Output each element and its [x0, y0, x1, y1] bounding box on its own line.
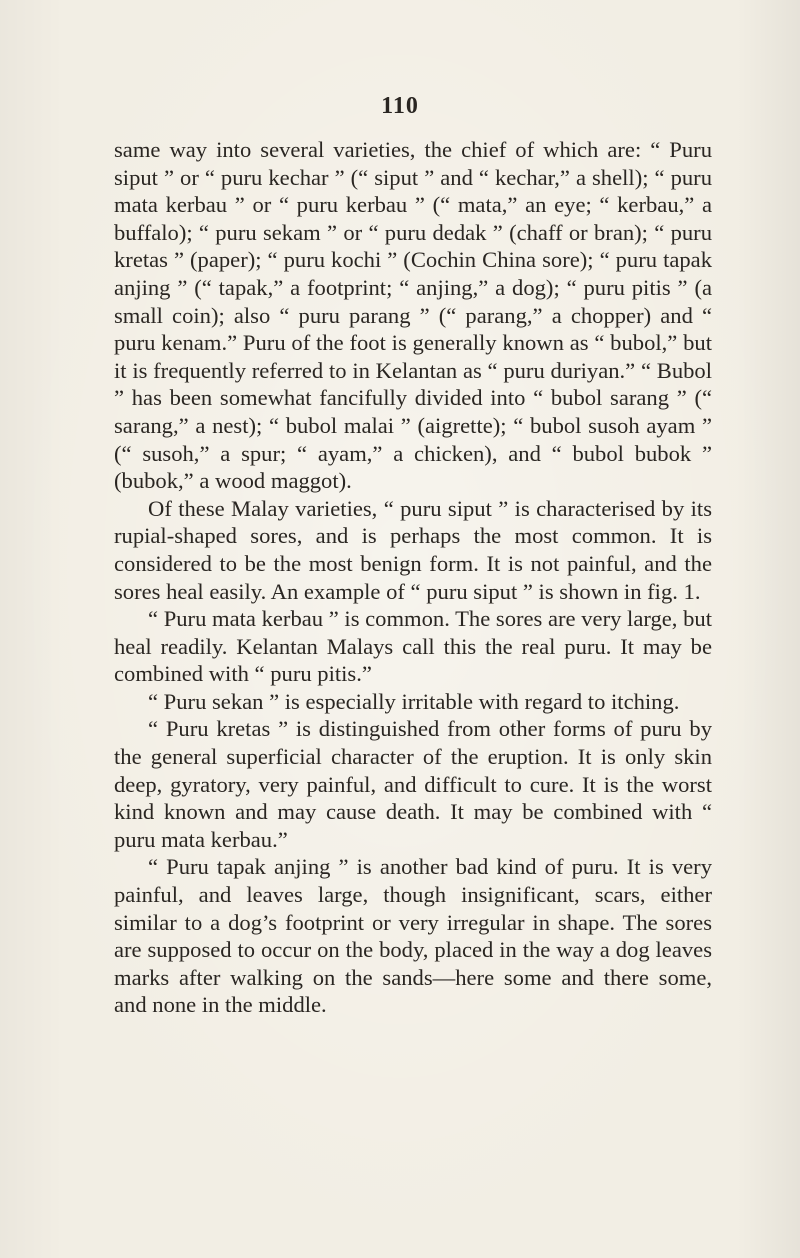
paragraph-puru-tapak-anjing: “ Puru tapak anjing ” is another bad kind of puru. It is very painful, and leaves large, though insignificant, scars, either similar to a dog’s footprint or very irregular in shape. The sores are supposed to occur on the body, placed in the way a dog leaves marks after walking on the sands—here some and there some, and none in the middle. [114, 854, 712, 1018]
paragraph-puru-siput: Of these Malay varieties, “ puru siput ” is characterised by its rupial-shaped sores, and is perhaps the most common. It is considered to be the most benign form. It is not painful, and the sores heal easily. An example of “ puru siput ” is shown in fig. 1. [114, 495, 712, 604]
body-text [114, 136, 712, 1019]
paragraph-puru-mata-kerbau: “ Puru mata kerbau ” is common. The sores are very large, but heal readily. Kelantan Malays call this the real puru. It may be combined with “ puru pitis.” [114, 606, 712, 687]
paragraph-varieties: same way into several varieties, the chief of which are: “ Puru siput ” or “ puru kechar ” (“ siput ” and “ kechar,” a shell); “ puru mata kerbau ” or “ puru kerbau ” (“ mata,” an eye; “ kerbau,” a buffalo); “ puru sekam ” or “ puru dedak ” (chaff or bran); “ puru kretas ” (paper); “ puru kochi ” (Cochin China sore); “ puru tapak anjing ” (“ tapak,” a footprint; “ anjing,” a dog); “ puru pitis ” (a small coin); also “ puru parang ” (“ parang,” a chopper) and “ puru kenam.” Puru of the foot is generally known as “ bubol,” but it is frequently referred to in Kelantan as “ puru duriyan.” “ Bubol ” has been somewhat fancifully divided into “ bubol sarang ” (“ sarang,” a nest); “ bubol malai ” (aigrette); “ bubol susoh ayam ” (“ susoh,” a spur; “ ayam,” a chicken), and “ bubol bubok ” (bubok,” a wood maggot). [114, 137, 712, 494]
page-number: 110 [381, 93, 419, 119]
paragraph-puru-kretas: “ Puru kretas ” is distinguished from other forms of puru by the general superficial character of the eruption. It is only skin deep, gyratory, very painful, and difficult to cure. It is the worst kind known and may cause death. It may be combined with “ puru mata kerbau.” [114, 716, 712, 852]
paragraph-puru-sekan: “ Puru sekan ” is especially irritable with regard to itching. [148, 688, 680, 714]
